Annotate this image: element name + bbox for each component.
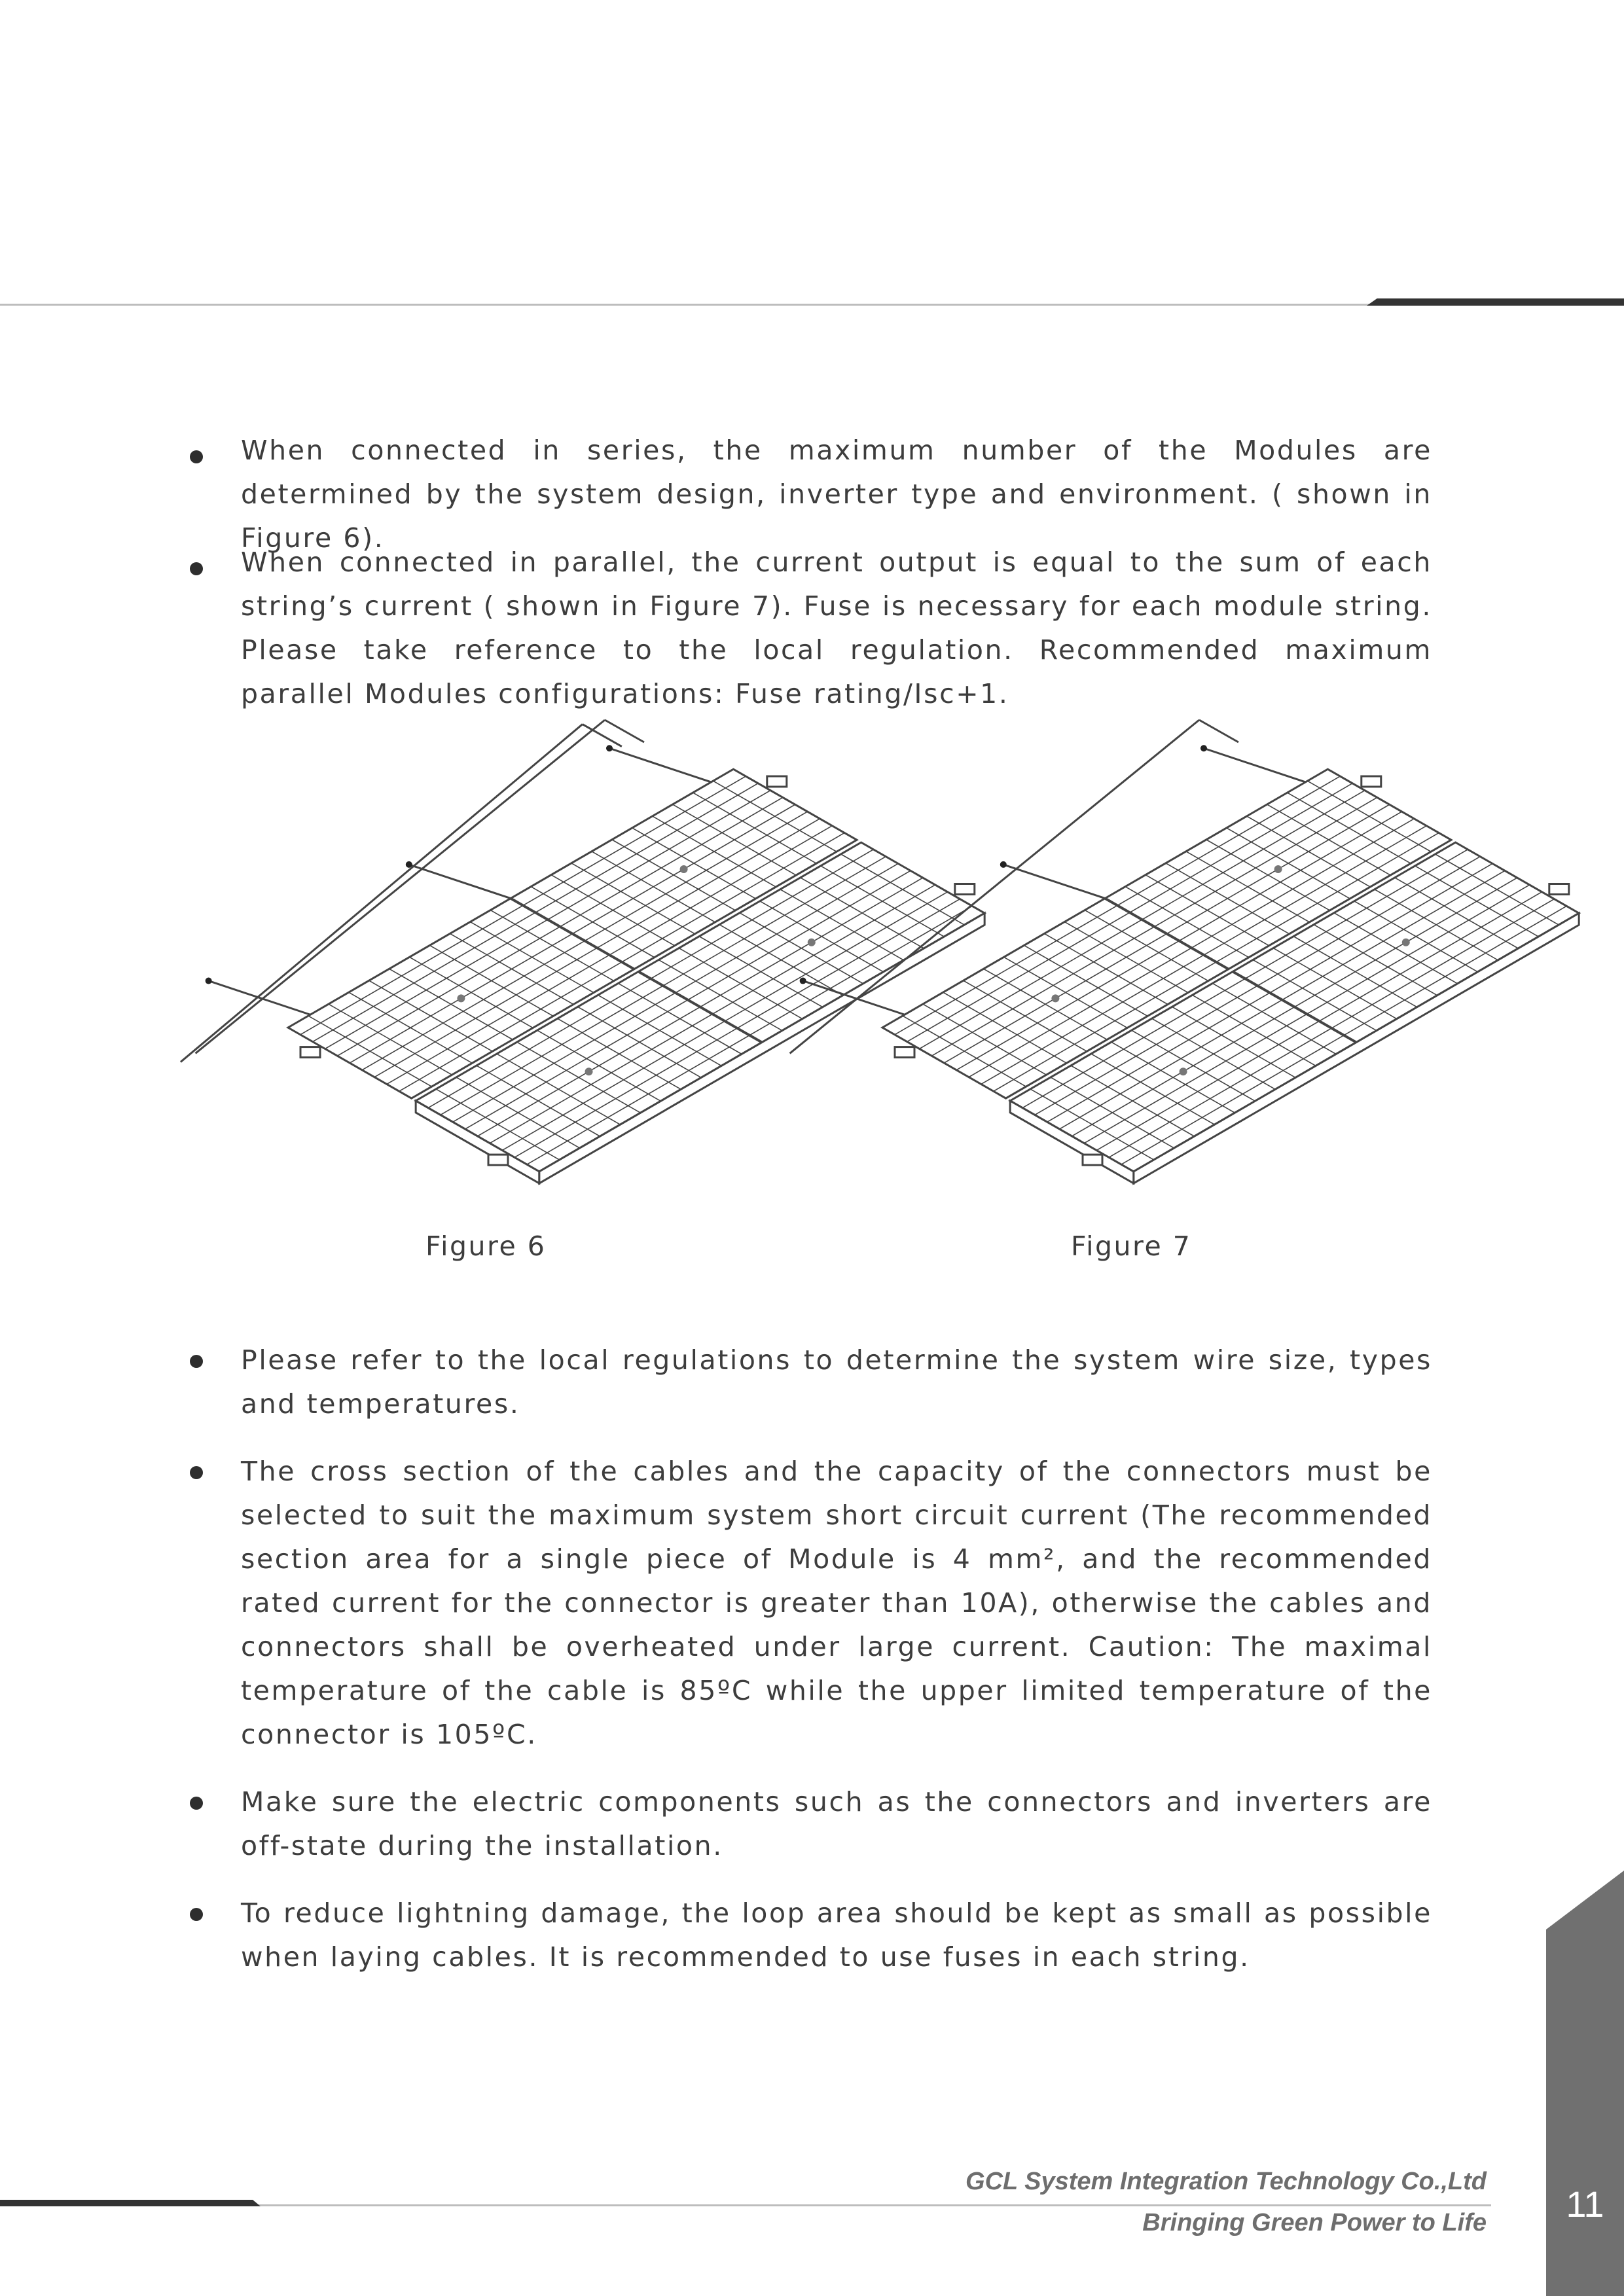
cell-line	[907, 783, 1352, 1042]
cell-line	[1415, 866, 1539, 937]
string-cable	[790, 720, 1199, 1053]
bullet-dot	[190, 1797, 203, 1810]
cell-line	[821, 866, 945, 937]
bullet-dot	[190, 1466, 203, 1479]
bullet-text: When connected in parallel, the current output is equal to the sum of each string’s current ( shown in Figure 7). Fuse is necessary for each module string. Please take reference to the local regulation. Recommended maximum parallel Modules configurations: Fuse rating/Isc+1.	[241, 547, 1432, 709]
cell-line	[1307, 781, 1431, 852]
cell-line	[699, 937, 823, 1007]
module-divider	[638, 971, 762, 1042]
cell-line	[1247, 816, 1371, 887]
bullet-parallel	[190, 541, 1434, 724]
cell-line	[558, 1018, 681, 1089]
cell-line	[1293, 937, 1417, 1007]
panel-row-outline	[1010, 842, 1579, 1172]
page-number: 11	[1566, 2183, 1604, 2225]
cable-node	[606, 745, 613, 751]
cell-line	[1186, 852, 1310, 922]
cell-line	[531, 887, 655, 958]
cable-node	[406, 861, 412, 868]
junction-box	[1051, 994, 1059, 1002]
cell-line	[1193, 995, 1316, 1066]
bullet-text: Make sure the electric components such as the connectors and inverters are off-state during the installation.	[241, 1786, 1432, 1861]
mount-rail	[767, 776, 787, 787]
cable-node	[206, 978, 212, 984]
cell-line	[920, 791, 1365, 1049]
cell-line	[502, 892, 947, 1151]
junction-box	[808, 939, 816, 946]
bullet-dot	[190, 450, 203, 463]
bullet-dot	[190, 1908, 203, 1921]
cell-line	[1314, 925, 1437, 996]
cell-line	[1125, 887, 1249, 958]
cell-line	[1435, 854, 1559, 925]
cell-line	[592, 852, 715, 922]
cell-line	[895, 776, 1340, 1035]
mount-rail	[955, 884, 975, 895]
cell-line	[801, 878, 924, 948]
cell-line	[1064, 922, 1188, 992]
cell-line	[1071, 1066, 1195, 1136]
cell-line	[428, 850, 873, 1108]
cell-line	[1111, 1042, 1235, 1113]
cell-line	[1030, 1089, 1154, 1160]
cell-line	[984, 969, 1108, 1039]
cell-line	[497, 1054, 621, 1124]
cable-node	[800, 978, 806, 984]
cell-line	[1022, 850, 1468, 1108]
cell-line	[517, 1042, 641, 1113]
module-divider	[1233, 971, 1356, 1042]
cell-line	[1375, 889, 1498, 960]
bullet-dot	[190, 562, 203, 575]
cell-line	[994, 833, 1439, 1091]
cell-line	[1172, 1007, 1296, 1077]
junction-box	[1274, 865, 1282, 873]
cell-line	[1024, 945, 1147, 1016]
cell-line	[350, 804, 795, 1063]
module-divider	[1105, 899, 1229, 969]
cell-line	[1060, 870, 1505, 1129]
cell-line	[659, 960, 782, 1031]
cell-line	[389, 969, 513, 1039]
cell-line	[1212, 983, 1336, 1054]
cell-line	[1146, 875, 1269, 946]
cell-line	[578, 1007, 702, 1077]
cell-line	[612, 840, 736, 910]
cell-line	[387, 826, 832, 1085]
figure-7-caption: Figure 7	[1071, 1230, 1192, 1262]
bullet-wire-size	[190, 1338, 1434, 1430]
cell-line	[969, 819, 1414, 1077]
cell-line	[981, 826, 1426, 1085]
mount-rail	[895, 1047, 914, 1058]
cell-line	[760, 901, 884, 972]
cell-line	[931, 797, 1377, 1056]
bullet-text: To reduce lightning damage, the loop area should be kept as small as possible when laying cables. It is recommended to use fuses in each string.	[241, 1897, 1432, 1973]
cell-line	[1047, 863, 1492, 1122]
cell-line	[571, 863, 695, 934]
cell-line	[956, 812, 1401, 1070]
cell-line	[679, 948, 803, 1019]
cell-line	[300, 776, 746, 1035]
panel-edge	[1134, 913, 1579, 1183]
junction-box	[585, 1067, 593, 1075]
mount-rail	[488, 1155, 508, 1165]
bullet-text: The cross section of the cables and the capacity of the connectors must be selected to suit the maximum system short circuit current (The recommended section area for a single piece of Module is 4 mm², and the recommended rated current for the connector is greater than 10A), otherwise the cables and connectors shall be overheated under large current. Caution: The maximal temperature of the cable is 85ºC while the upper limited temperature of the connector is 105ºC.	[241, 1456, 1432, 1750]
cell-line	[1152, 1018, 1276, 1089]
drop-cable	[1204, 748, 1305, 782]
cell-line	[841, 854, 965, 925]
panel-side	[416, 1101, 539, 1183]
cell-line	[465, 870, 911, 1129]
cell-line	[719, 925, 843, 996]
panel-side	[1010, 1101, 1134, 1183]
cell-line	[780, 889, 904, 960]
panel-row-outline	[416, 842, 984, 1172]
mount-rail	[1362, 776, 1381, 787]
cell-line	[943, 992, 1067, 1063]
cell-line	[456, 1077, 580, 1148]
cell-line	[537, 1030, 661, 1101]
cell-line	[693, 793, 817, 863]
drop-cable	[1003, 865, 1105, 899]
cell-line	[923, 1004, 1047, 1075]
drop-cable	[209, 981, 310, 1015]
cell-line	[477, 878, 922, 1136]
cell-line	[329, 1004, 452, 1075]
cell-line	[514, 899, 960, 1158]
cable-node	[1000, 861, 1007, 868]
bullet-cross-section	[190, 1450, 1434, 1764]
cell-line	[1096, 892, 1542, 1151]
cell-line	[308, 1016, 432, 1086]
cell-line	[1035, 857, 1480, 1115]
cell-line	[1072, 878, 1517, 1136]
cell-line	[1004, 957, 1128, 1028]
cell-line	[1166, 863, 1290, 934]
cell-line	[450, 933, 573, 1004]
cell-line	[410, 957, 533, 1028]
cell-line	[1206, 840, 1330, 910]
cell-line	[436, 1089, 560, 1160]
header-rule-accent	[1367, 298, 1624, 306]
string-cable	[196, 720, 605, 1053]
bullet-series	[190, 429, 1434, 554]
junction-box	[457, 994, 465, 1002]
cell-line	[740, 913, 863, 984]
footer-rule-accent	[0, 2200, 261, 2206]
bullet-off-state	[190, 1780, 1434, 1872]
cell-line	[653, 816, 776, 887]
cell-line	[598, 995, 722, 1066]
panel-row-outline	[288, 769, 857, 1098]
cell-line	[453, 863, 898, 1122]
panel-edge	[539, 913, 984, 1183]
page-tab	[1546, 1871, 1624, 2296]
cell-line	[511, 899, 634, 969]
mount-rail	[1083, 1155, 1102, 1165]
mount-rail	[1549, 884, 1569, 895]
cell-line	[1091, 1054, 1215, 1124]
figure-6-drawing	[181, 720, 984, 1183]
cell-line	[337, 797, 782, 1056]
cell-line	[673, 804, 797, 875]
cell-line	[470, 922, 594, 992]
drop-cable	[609, 748, 711, 782]
cell-line	[638, 971, 762, 1042]
bullet-lightning	[190, 1892, 1434, 1983]
cell-line	[1121, 906, 1566, 1164]
cell-line	[964, 980, 1087, 1051]
cell-line	[527, 906, 972, 1164]
cell-line	[374, 819, 820, 1077]
cell-line	[1227, 828, 1350, 899]
company-name: GCL System Integration Technology Co.,Ltd	[965, 2168, 1487, 2195]
cell-line	[369, 980, 493, 1051]
cell-line	[1267, 804, 1391, 875]
cell-line	[632, 828, 756, 899]
cell-line	[713, 781, 837, 852]
drop-cable	[803, 981, 905, 1015]
cell-line	[349, 992, 473, 1063]
cell-line	[944, 804, 1389, 1063]
cell-line	[1051, 1077, 1174, 1148]
bullet-text: Please refer to the local regulations to determine the system wire size, types and temperatures.	[241, 1344, 1432, 1420]
cell-line	[1084, 885, 1529, 1143]
cell-line	[1334, 913, 1458, 984]
drop-cable	[409, 865, 511, 899]
cell-line	[441, 857, 886, 1115]
cable-node	[1200, 745, 1207, 751]
cell-line	[325, 791, 770, 1049]
cell-line	[362, 812, 807, 1070]
cell-line	[429, 945, 553, 1016]
bullet-dot	[190, 1355, 203, 1368]
figure-6-caption: Figure 6	[425, 1230, 547, 1262]
junction-box	[680, 865, 688, 873]
string-cable	[181, 725, 583, 1062]
cell-line	[1044, 933, 1168, 1004]
cell-line	[1253, 960, 1377, 1031]
cell-line	[1354, 901, 1478, 972]
cell-line	[1085, 910, 1208, 981]
cell-line	[490, 885, 935, 1143]
cell-line	[1273, 948, 1397, 1019]
junction-box	[1180, 1067, 1187, 1075]
cell-line	[551, 875, 675, 946]
bullet-text: When connected in series, the maximum number of the Modules are determined by the system design, inverter type and environment. ( shown in Figure 6).	[241, 435, 1432, 554]
string-cable	[583, 725, 622, 747]
cell-line	[1109, 899, 1554, 1158]
cell-line	[399, 833, 844, 1091]
mount-rail	[300, 1047, 320, 1058]
cell-line	[1105, 899, 1229, 969]
company-slogan: Bringing Green Power to Life	[1142, 2209, 1487, 2236]
cell-line	[490, 910, 614, 981]
figure-7-drawing	[790, 720, 1579, 1183]
cell-line	[313, 783, 758, 1042]
cell-line	[1233, 971, 1356, 1042]
junction-box	[1402, 939, 1410, 946]
module-divider	[511, 899, 634, 969]
cell-line	[618, 983, 742, 1054]
cell-line	[903, 1016, 1026, 1086]
panel-row-outline	[882, 769, 1451, 1098]
cell-line	[477, 1066, 600, 1136]
cell-line	[1395, 878, 1519, 948]
cell-line	[1132, 1030, 1255, 1101]
cell-line	[1288, 793, 1411, 863]
